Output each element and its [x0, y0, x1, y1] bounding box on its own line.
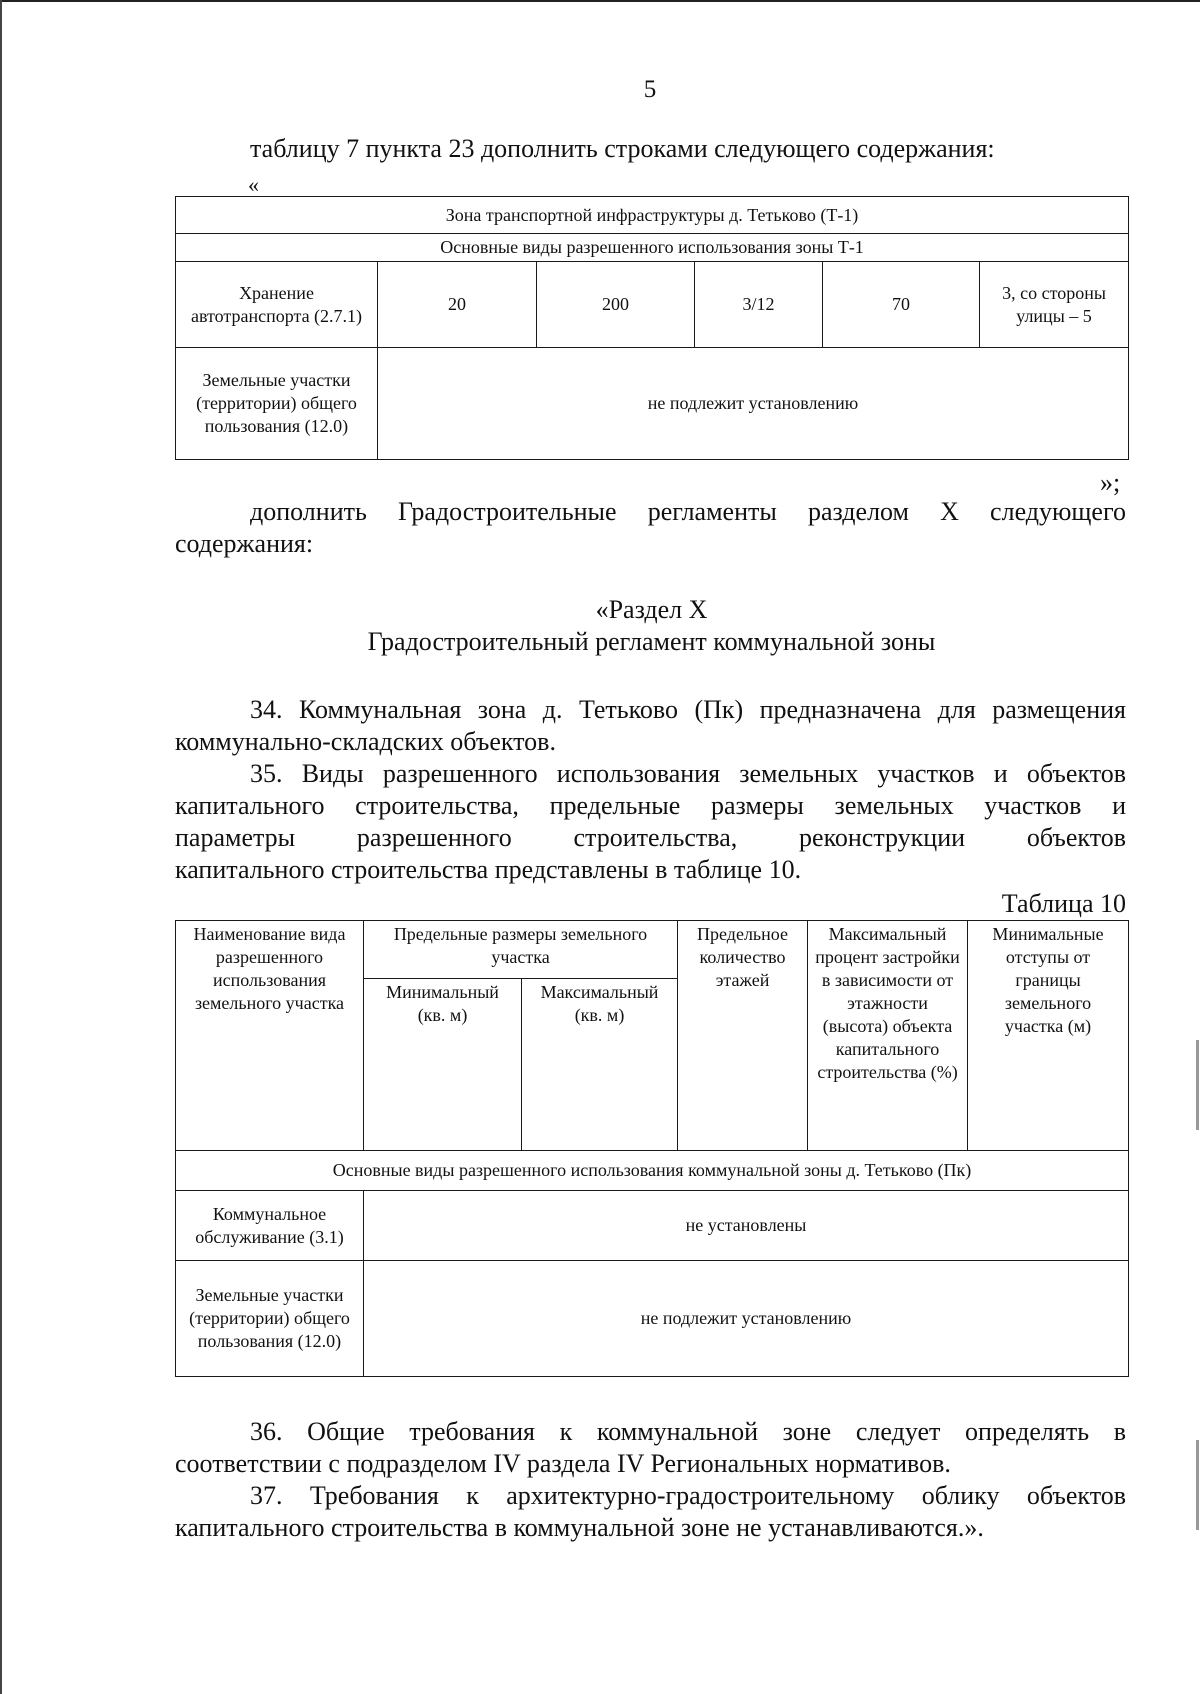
header-min-setback: Минимальные отступы от границы земельного участка (м) [968, 921, 1129, 1151]
use-name-cell: Коммунальное обслуживание (3.1) [176, 1191, 364, 1261]
section-subtitle: Градостроительный регламент коммунальной зоны [367, 627, 936, 656]
main-uses-title-cell: Основные виды разрешенного использования зоны Т-1 [176, 234, 1129, 262]
page-number: 5 [643, 76, 657, 103]
open-quote: « [248, 172, 259, 197]
page-left-edge [0, 0, 2, 1694]
paragraph-35-cont: параметры разрешенного строительства, реконструкции объектов [175, 823, 1126, 852]
header-min-size: Минимальный (кв. м) [364, 979, 522, 1151]
value-cell: не подлежит установлению [364, 1261, 1129, 1377]
section-title: «Раздел X [595, 595, 708, 624]
value-cell: 200 [537, 262, 695, 348]
paragraph-36: 36. Общие требования к коммунальной зоне следует определять в [250, 1417, 1126, 1446]
paragraph-36-cont: соответствии с подразделом IV раздела IV Региональных нормативов. [175, 1449, 951, 1478]
paragraph-35-cont: капитального строительства представлены в таблице 10. [175, 855, 802, 884]
header-max-size: Максимальный (кв. м) [522, 979, 678, 1151]
paragraph-add-section: дополнить Градостроительные регламенты разделом X следующего [250, 497, 1126, 526]
value-cell: не установлены [364, 1191, 1129, 1261]
paragraph-add-section-cont: содержания: [175, 529, 314, 558]
table-7-addition [175, 196, 1129, 460]
value-cell: 3/12 [695, 262, 823, 348]
use-name-cell: Хранение автотранспорта (2.7.1) [176, 262, 378, 348]
header-use-name: Наименование вида разрешенного использования земельного участка [176, 921, 364, 1151]
paragraph-34-cont: коммунально-складских объектов. [175, 727, 556, 756]
paragraph-37-cont: капитального строительства в коммунальной зоне не устанавливаются.». [175, 1513, 984, 1542]
use-name-cell: Земельные участки (территории) общего пользования (12.0) [176, 348, 378, 460]
scan-edge-mark [1196, 1440, 1199, 1530]
value-cell: не подлежит установлению [378, 348, 1129, 460]
zone-title-cell: Зона транспортной инфраструктуры д. Тетьково (Т-1) [176, 197, 1129, 234]
paragraph-35: 35. Виды разрешенного использования земельных участков и объектов [250, 759, 1126, 788]
value-cell: 70 [823, 262, 980, 348]
header-max-floors: Предельное количество этажей [678, 921, 808, 1151]
paragraph-34: 34. Коммунальная зона д. Тетьково (Пк) предназначена для размещения [250, 695, 1126, 724]
header-max-percent: Максимальный процент застройки в зависимости от этажности (высота) объекта капитального строительства (%) [808, 921, 968, 1151]
paragraph-37: 37. Требования к архитектурно-градостроительному облику объектов [250, 1481, 1126, 1510]
intro-text: таблицу 7 пункта 23 дополнить строками следующего содержания: [250, 134, 995, 163]
table-10-caption: Таблица 10 [1001, 889, 1126, 918]
scan-edge-mark [1196, 1040, 1199, 1130]
header-plot-sizes: Предельные размеры земельного участка [364, 921, 678, 979]
value-cell: 20 [378, 262, 537, 348]
page-top-edge [0, 0, 1200, 2]
paragraph-35-cont: капитального строительства, предельные размеры земельных участков и [175, 791, 1126, 820]
use-name-cell: Земельные участки (территории) общего пользования (12.0) [176, 1261, 364, 1377]
section-row: Основные виды разрешенного использования коммунальной зоны д. Тетьково (Пк) [176, 1151, 1129, 1191]
value-cell: 3, со стороны улицы – 5 [980, 262, 1129, 348]
close-quote: »; [1100, 468, 1121, 497]
table-10 [175, 920, 1129, 1377]
